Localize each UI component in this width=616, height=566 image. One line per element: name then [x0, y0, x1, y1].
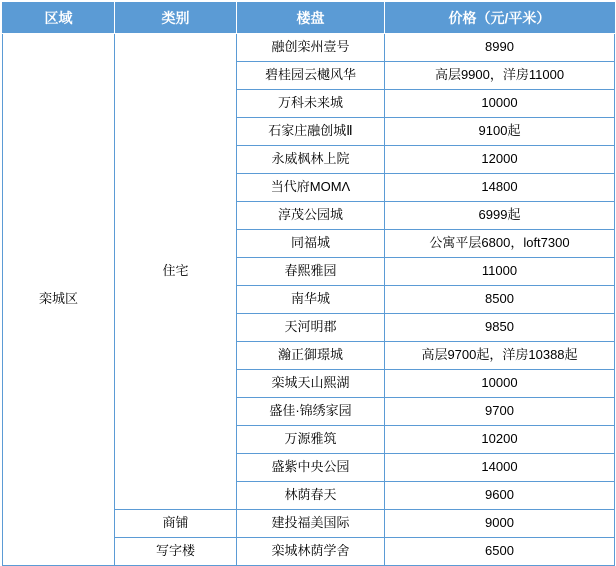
project-name-cell: 永威枫林上院: [237, 146, 385, 174]
project-name-cell: 天河明郡: [237, 314, 385, 342]
price-cell: 14000: [385, 454, 615, 482]
project-name-cell: 林荫春天: [237, 482, 385, 510]
column-header-project: 楼盘: [237, 3, 385, 34]
price-cell: 高层9900，洋房11000: [385, 62, 615, 90]
table-body: [3, 34, 615, 566]
project-name-cell: 盛佳·锦绣家园: [237, 398, 385, 426]
price-cell: 10200: [385, 426, 615, 454]
project-name-cell: 春熙雅园: [237, 258, 385, 286]
project-name-cell: 碧桂园云樾风华: [237, 62, 385, 90]
category-cell: 写字楼: [115, 538, 237, 566]
project-name-cell: 万科未来城: [237, 90, 385, 118]
column-header-price: 价格（元/平米）: [385, 3, 615, 34]
project-name-cell: 盛紫中央公园: [237, 454, 385, 482]
price-cell: 9700: [385, 398, 615, 426]
price-cell: 12000: [385, 146, 615, 174]
table-header-row: [3, 3, 615, 34]
price-cell: 8990: [385, 34, 615, 62]
project-name-cell: 当代府MOMΛ: [237, 174, 385, 202]
price-cell: 8500: [385, 286, 615, 314]
price-cell: 6500: [385, 538, 615, 566]
price-cell: 14800: [385, 174, 615, 202]
project-name-cell: 南华城: [237, 286, 385, 314]
category-cell: 住宅: [115, 34, 237, 510]
price-cell: 10000: [385, 90, 615, 118]
column-header-region: 区域: [3, 3, 115, 34]
category-cell: 商铺: [115, 510, 237, 538]
price-cell: 9000: [385, 510, 615, 538]
price-cell: 10000: [385, 370, 615, 398]
property-price-table: [2, 2, 615, 566]
project-name-cell: 石家庄融创城Ⅱ: [237, 118, 385, 146]
project-name-cell: 栾城林荫学舍: [237, 538, 385, 566]
table-row: [3, 34, 615, 62]
price-cell: 9100起: [385, 118, 615, 146]
price-cell: 高层9700起，洋房10388起: [385, 342, 615, 370]
project-name-cell: 淳茂公园城: [237, 202, 385, 230]
price-cell: 9600: [385, 482, 615, 510]
price-table-sheet: [0, 2, 616, 559]
region-cell: 栾城区: [3, 34, 115, 566]
price-cell: 公寓平层6800，loft7300: [385, 230, 615, 258]
project-name-cell: 融创栾州壹号: [237, 34, 385, 62]
project-name-cell: 同福城: [237, 230, 385, 258]
project-name-cell: 建投福美国际: [237, 510, 385, 538]
price-cell: 11000: [385, 258, 615, 286]
project-name-cell: 瀚正御璟城: [237, 342, 385, 370]
project-name-cell: 栾城天山熙湖: [237, 370, 385, 398]
project-name-cell: 万源雅筑: [237, 426, 385, 454]
price-cell: 6999起: [385, 202, 615, 230]
column-header-category: 类别: [115, 3, 237, 34]
price-cell: 9850: [385, 314, 615, 342]
table-header: [3, 3, 615, 34]
